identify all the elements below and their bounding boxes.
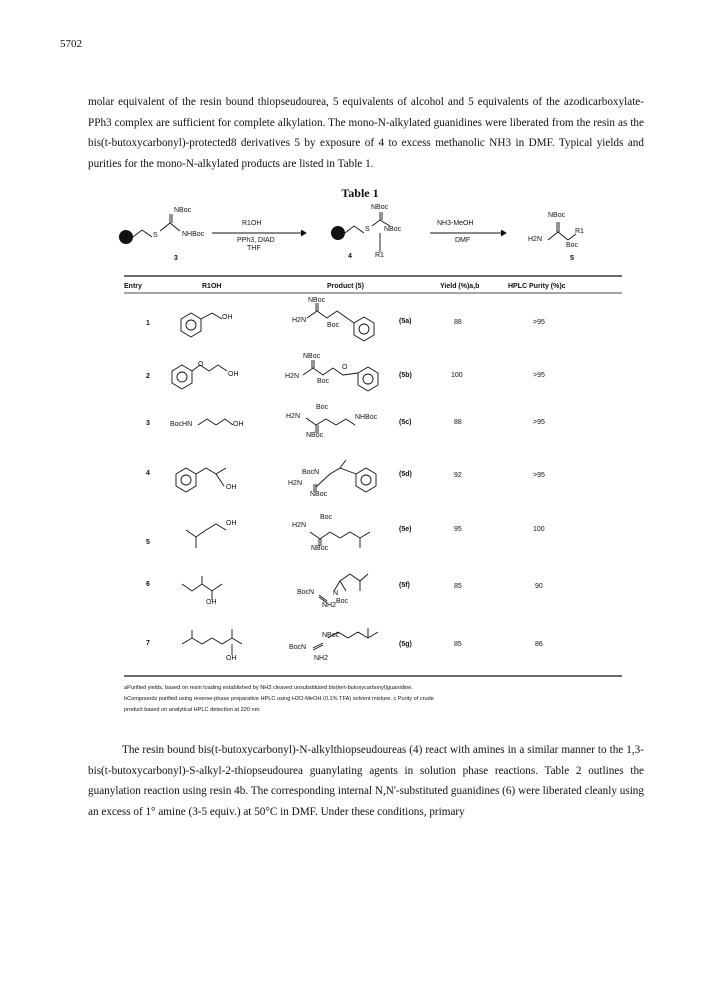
entry-5: 5 <box>146 539 150 546</box>
r1oh-1-oh: OH <box>222 314 233 321</box>
product-7-bocn: BocN <box>289 644 307 651</box>
product-id-6: (5f) <box>399 582 410 589</box>
product-2-h2n: H2N <box>285 373 300 380</box>
product-5-h2n: H2N <box>292 522 307 529</box>
r1oh-2-oh: OH <box>228 371 239 378</box>
resin-bead-3 <box>119 230 133 244</box>
product-id-2: (5b) <box>399 372 412 379</box>
product-id-7: (5g) <box>399 641 412 648</box>
r1oh-3-bochn: BocHN <box>170 421 193 428</box>
paragraph-guanylation: The resin bound bis(t-butoxycarbonyl)-N-alkylthiopseudoureas (4) react with amines in a similar manner to the 1,3-bis(t-butoxycarbonyl)-S-alkyl-2-thiopseudourea guanylating agents in solution phase reactions. Table 2 outlines the guanylation reaction using resin 4b. The corresponding internal N,N'-substituted guanidines (6) were liberated cleanly using an excess of 1° amine (3-5 equiv.) at 50°C in DMF. Under these conditions, primary <box>88 744 644 818</box>
purity-5: 100 <box>533 526 545 533</box>
yield-7: 85 <box>454 641 462 648</box>
product-5-nboc: NBoc <box>311 545 329 552</box>
purity-7: 86 <box>535 641 543 648</box>
reagent1-top: R1OH <box>242 220 262 227</box>
header-r1oh: R1OH <box>202 283 222 290</box>
scheme-nboc-4: NBoc <box>371 204 389 211</box>
scheme-h2n-5: H2N <box>528 236 543 243</box>
purity-1: >95 <box>533 319 545 326</box>
product-3-nhboc: NHBoc <box>355 414 378 421</box>
header-yield: Yield (%)a,b <box>440 283 480 290</box>
product-2-boc: Boc <box>317 378 330 385</box>
benzene-ring-product-2 <box>358 367 378 391</box>
entry-4: 4 <box>146 470 150 477</box>
header-product: Product (5) <box>327 283 364 290</box>
r1oh-5-oh: OH <box>226 520 237 527</box>
scheme-nboc-4b: NBoc <box>384 226 402 233</box>
compound-5-label: 5 <box>570 255 574 262</box>
scheme-boc-5: Boc <box>566 242 579 249</box>
table-footnote-a: aPurified yields, based on resin loading established by NH3 cleaved unsubstituted bis(tert-butoxycarbonyl)guanidine. <box>124 685 413 691</box>
scheme-r1-4: R1 <box>375 252 384 259</box>
entry-7: 7 <box>146 640 150 647</box>
product-7-nboc: NBoc <box>322 632 340 639</box>
entry-1: 1 <box>146 320 150 327</box>
benzene-ring-r1oh-2 <box>172 365 192 389</box>
yield-6: 85 <box>454 583 462 590</box>
product-id-5: (5e) <box>399 526 412 533</box>
product-6-nh2: NH2 <box>322 602 337 609</box>
purity-2: >95 <box>533 372 545 379</box>
product-id-3: (5c) <box>399 419 412 426</box>
scheme-r1-5: R1 <box>575 228 584 235</box>
r1oh-7-oh: OH <box>226 655 237 662</box>
benzene-ring-product-1 <box>354 317 374 341</box>
compound-4-label: 4 <box>348 253 352 260</box>
r1oh-3-oh: OH <box>233 421 244 428</box>
r1oh-6-oh: OH <box>206 599 217 606</box>
product-6-n: N <box>333 590 339 597</box>
reagent1-bottom2: THF <box>247 245 261 252</box>
benzene-ring-product-4 <box>356 468 376 492</box>
purity-4: >95 <box>533 472 545 479</box>
header-purity: HPLC Purity (%)c <box>508 283 566 290</box>
product-1-boc: Boc <box>327 322 340 329</box>
table-footnote-c: product based on analytical HPLC detection at 220 nm. <box>124 707 261 713</box>
entry-6: 6 <box>146 581 150 588</box>
yield-4: 92 <box>454 472 462 479</box>
r1oh-4-oh: OH <box>226 484 237 491</box>
table-footnote-b: bCompounds purified using reverse-phase preparative HPLC using H2O-MeOH (0.1% TFA) solvent mixture. c Purity of crude <box>124 696 434 702</box>
product-3-h2n: H2N <box>286 413 301 420</box>
product-6-bocn: BocN <box>297 589 315 596</box>
reagent2-bottom: DMF <box>455 237 471 244</box>
yield-2: 100 <box>451 372 463 379</box>
page-number: 5702 <box>60 38 82 50</box>
scheme-nhboc-3: NHBoc <box>182 231 205 238</box>
reagent2-top: NH3-MeOH <box>437 220 474 227</box>
product-3-nboc: NBoc <box>306 432 324 439</box>
product-2-nboc: NBoc <box>303 353 321 360</box>
product-6-boc: Boc <box>336 598 349 605</box>
scheme-s-3: S <box>153 232 158 239</box>
benzene-ring-r1oh-4 <box>176 468 196 492</box>
entry-3: 3 <box>146 420 150 427</box>
scheme-nboc-5: NBoc <box>548 212 566 219</box>
compound-3-label: 3 <box>174 255 178 262</box>
yield-5: 95 <box>454 526 462 533</box>
paragraph-intro: molar equivalent of the resin bound thiopseudourea, 5 equivalents of alcohol and 5 equivalents of the azodicarboxylate-PPh3 complex are sufficient for complete alkylation. The mono-N-alkylated guanidines were liberated from the resin as the bis(t-butoxycarbonyl)-protected8 derivatives 5 by exposure of 4 to excess methanolic NH3 in DMF. Typical yields and purities for the mono-N-alkylated products are listed in Table 1. <box>88 96 644 170</box>
purity-6: 90 <box>535 583 543 590</box>
product-3-boc: Boc <box>316 404 329 411</box>
scheme-s-4: S <box>365 226 370 233</box>
resin-bead-4 <box>331 226 345 240</box>
product-4-bocn: BocN <box>302 469 320 476</box>
purity-3: >95 <box>533 419 545 426</box>
table-title: Table 1 <box>341 186 379 200</box>
r1oh-2-o: O <box>198 361 204 368</box>
reagent1-bottom1: PPh3, DIAD <box>237 237 275 244</box>
benzene-ring-r1oh-1 <box>181 313 201 337</box>
product-1-h2n: H2N <box>292 317 307 324</box>
entry-2: 2 <box>146 373 150 380</box>
scheme-nboc-3: NBoc <box>174 207 192 214</box>
yield-3: 88 <box>454 419 462 426</box>
product-id-4: (5d) <box>399 471 412 478</box>
product-4-h2n: H2N <box>288 480 303 487</box>
product-5-boc: Boc <box>320 514 333 521</box>
product-4-nboc: NBoc <box>310 491 328 498</box>
product-2-o: O <box>342 364 348 371</box>
product-id-1: (5a) <box>399 318 412 325</box>
product-7-nh2: NH2 <box>314 655 329 662</box>
header-entry: Entry <box>124 283 142 290</box>
yield-1: 88 <box>454 319 462 326</box>
product-1-nboc: NBoc <box>308 297 326 304</box>
